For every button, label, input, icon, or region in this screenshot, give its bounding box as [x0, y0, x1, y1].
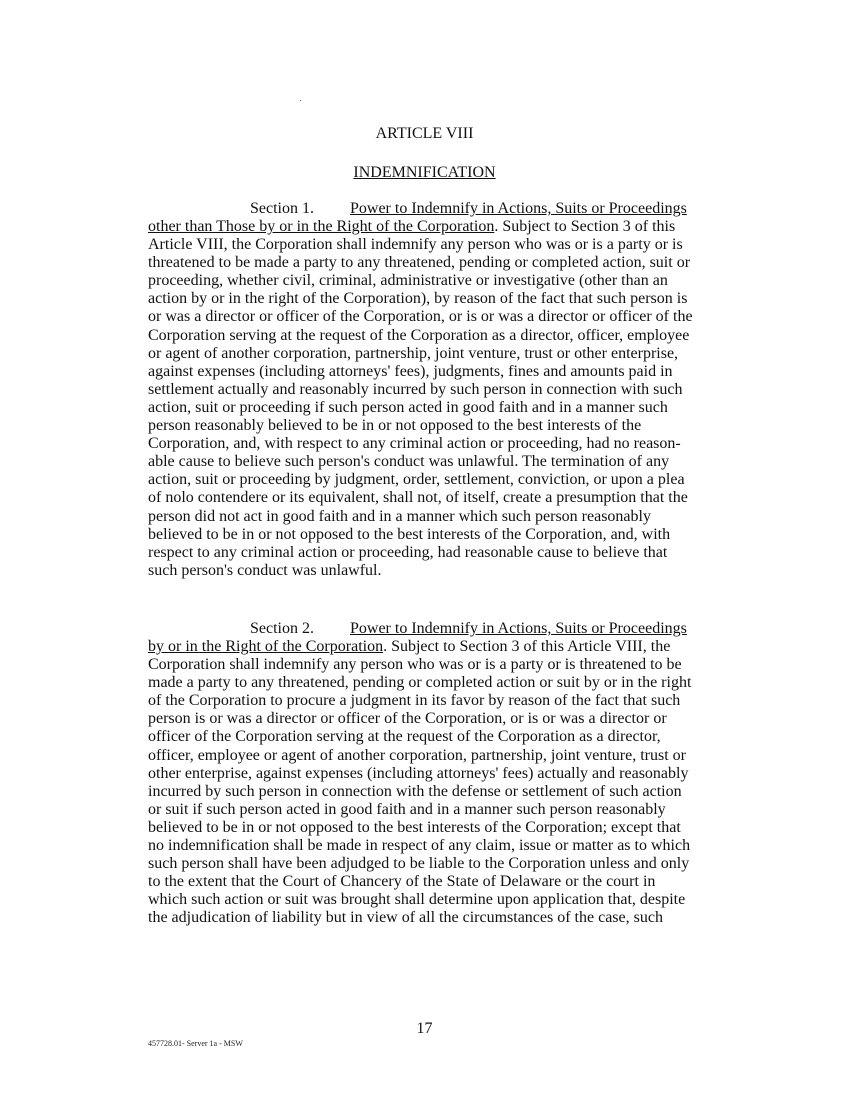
text-line: threatened to be made a party to any threatened, pending or completed action, suit or — [148, 254, 691, 272]
text-line: such person shall have been adjudged to be liable to the Corporation unless and only — [148, 855, 690, 873]
section2-title-part2: by or in the Right of the Corporation — [148, 638, 384, 655]
text-line: action, suit or proceeding by judgment, order, settlement, conviction, or upon a plea — [148, 471, 685, 489]
text-line: no indemnification shall be made in respect of any claim, issue or matter as to which — [148, 837, 691, 854]
text-line: such person's conduct was unlawful. — [148, 561, 382, 579]
page-number: 17 — [416, 1020, 433, 1037]
section1-title-part2: other than Those by or in the Right of the Corporation — [148, 218, 495, 235]
stray-mark — [300, 100, 301, 101]
text-line: proceeding, whether civil, criminal, administrative or investigative (other than an — [148, 272, 668, 290]
text-line: Corporation shall indemnify any person who was or is a party or is threatened to be — [148, 656, 682, 673]
text-line: officer of the Corporation serving at the request of the Corporation as a director, — [148, 728, 661, 746]
text-line: believed to be in or not opposed to the best interests of the Corporation, and, with — [148, 525, 671, 543]
text-line: action, suit or proceeding if such person acted in good faith and in a manner such — [148, 398, 668, 416]
article-heading: INDEMNIFICATION — [353, 164, 496, 181]
text-line: Corporation serving at the request of the Corporation as a director, officer, employee — [148, 326, 690, 344]
text-line: or suit if such person acted in good faith and in a manner such person reasonably — [148, 800, 666, 818]
text-line: to the extent that the Court of Chancery of the State of Delaware or the court in — [148, 873, 656, 891]
text-line: person is or was a director or officer of the Corporation, or is or was a director or — [148, 710, 667, 728]
text-line: Corporation, and, with respect to any criminal action or proceeding, had no reason- — [148, 435, 681, 453]
text-line: action by or in the right of the Corporation), by reason of the fact that such person is — [148, 290, 688, 308]
text-line: other enterprise, against expenses (including attorneys' fees) actually and reasonably — [148, 764, 689, 782]
text-line: made a party to any threatened, pending or completed action or suit by or in the right — [148, 674, 692, 692]
text-line: of the Corporation to procure a judgment in its favor by reason of the fact that such — [148, 692, 681, 710]
section2-line1-rest: . Subject to Section 3 of this Article VIII, the — [383, 638, 671, 655]
article-title: ARTICLE VIII — [375, 125, 474, 142]
section2-label: Section 2. — [250, 620, 314, 637]
document-id: 457728.01- Server 1a - MSW — [148, 1039, 243, 1048]
section1-title-line2 — [148, 218, 723, 236]
section1-label: Section 1. — [250, 200, 314, 217]
text-line: Article VIII, the Corporation shall indemnify any person who was or is a party or is — [148, 236, 683, 253]
section2-header-line — [148, 620, 723, 638]
text-line: person reasonably believed to be in or not opposed to the best interests of the — [148, 417, 642, 434]
section1-title-part1: Power to Indemnify in Actions, Suits or Proceedings — [350, 200, 687, 217]
text-line: which such action or suit was brought shall determine upon application that, despite — [148, 891, 686, 909]
section1-line1-rest: . Subject to Section 3 of this — [494, 218, 676, 235]
text-line: person did not act in good faith and in a manner which such person reasonably — [148, 507, 651, 525]
text-line: against expenses (including attorneys' fees), judgments, fines and amounts paid in — [148, 362, 673, 380]
text-line: or agent of another corporation, partnership, joint venture, trust or other enterprise, — [148, 344, 679, 362]
text-line: settlement actually and reasonably incurred by such person in connection with such — [148, 380, 683, 398]
text-line: of nolo contendere or its equivalent, shall not, of itself, create a presumption that the — [148, 489, 688, 507]
text-line: incurred by such person in connection with the defense or settlement of such action — [148, 782, 682, 800]
text-line: the adjudication of liability but in view of all the circumstances of the case, such — [148, 909, 663, 927]
section2-title-part1: Power to Indemnify in Actions, Suits or Proceedings — [350, 620, 687, 637]
text-line: believed to be in or not opposed to the best interests of the Corporation; except that — [148, 818, 681, 836]
text-line: or was a director or officer of the Corporation, or is or was a director or officer of the — [148, 308, 693, 326]
text-line: able cause to believe such person's conduct was unlawful. The termination of any — [148, 453, 670, 471]
text-line: respect to any criminal action or proceeding, had reasonable cause to believe that — [148, 543, 668, 561]
section1-header-line — [148, 200, 723, 218]
text-line: officer, employee or agent of another corporation, partnership, joint venture, trust or — [148, 746, 686, 764]
section2-title-line2 — [148, 638, 723, 656]
